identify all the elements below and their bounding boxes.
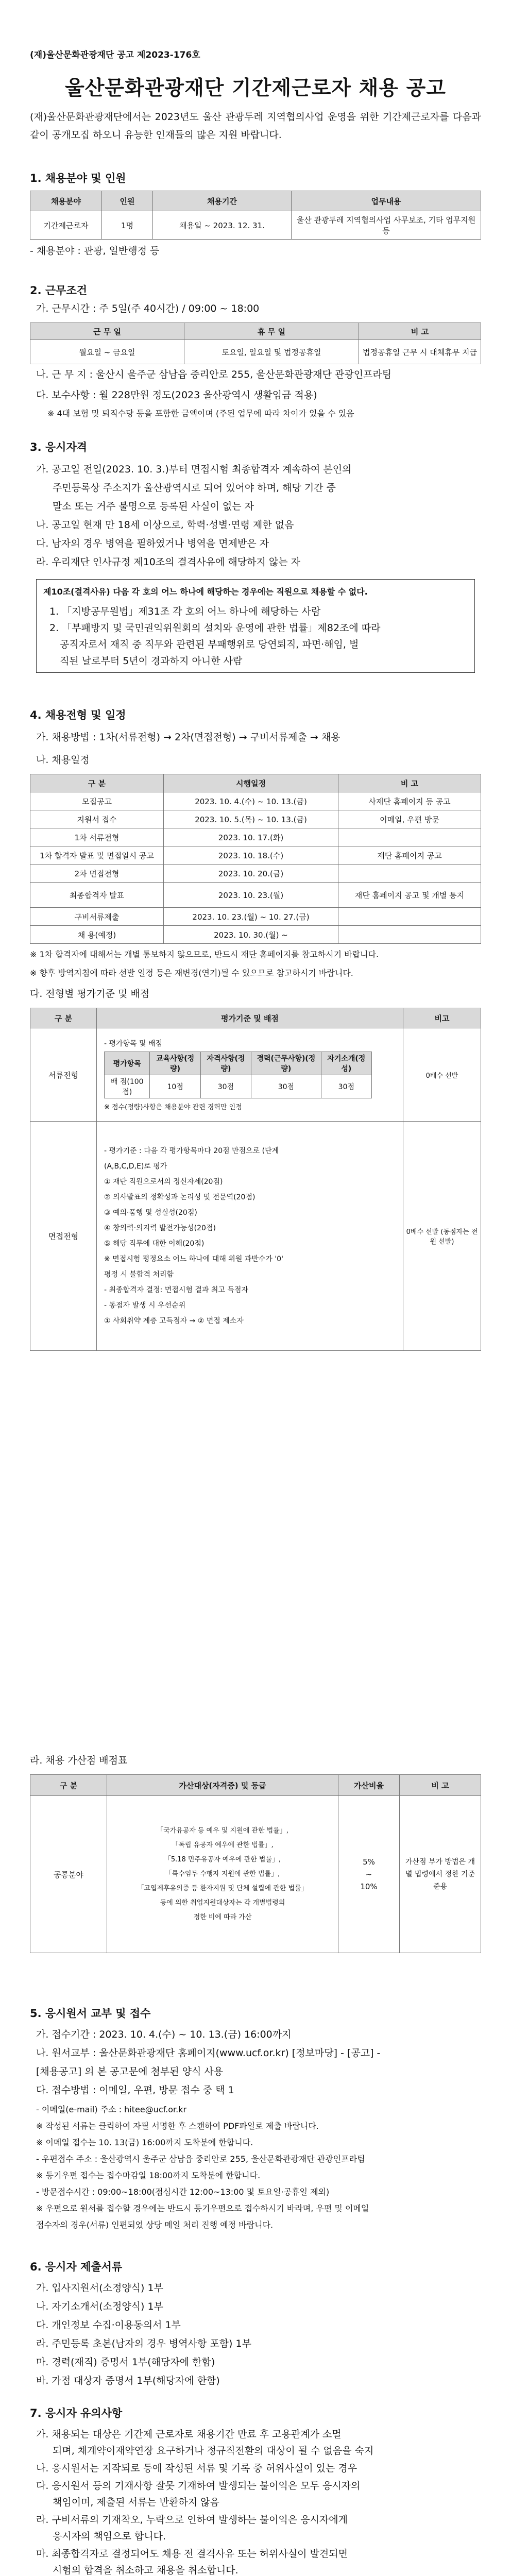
work-hours: 가. 근무시간 : 주 5일(주 40시간) / 09:00 ~ 18:00 xyxy=(36,303,260,314)
caution-item: 응시자의 책임으로 합니다. xyxy=(53,2531,166,2542)
header-cell: 평가기준 및 배점 xyxy=(97,1008,403,1028)
application-item: ※ 우편으로 원서를 접수할 경우에는 반드시 등기우편으로 접수하시기 바라며, 우편 및 이메일 xyxy=(36,2204,369,2213)
bonus-line: 「특수임무 수행자 지원에 관한 법률」, xyxy=(165,1870,280,1878)
header-cell: 휴 무 일 xyxy=(184,323,359,340)
application-item: ※ 작성된 서류는 클릭하여 자필 서명한 후 스캔하여 PDF파일로 제출 바랍니다. xyxy=(36,2121,319,2131)
page-title: 울산문화관광재단 기간제근로자 채용 공고 xyxy=(65,77,446,100)
header-cell: 근 무 일 xyxy=(30,323,184,340)
disqualification-item: 2. 「부패방지 및 국민권익위원회의 설치와 운영에 관한 법률」제82조에 따라 xyxy=(49,622,381,634)
criteria-line: ⑤ 해당 직무에 대한 이해(20점) xyxy=(104,1240,205,1248)
table-cell: 1차 합격자 발표 및 면접일시 공고 xyxy=(30,846,164,865)
application-item: ※ 이메일 접수는 10. 13(금) 16:00까지 도착분에 한합니다. xyxy=(36,2138,253,2147)
table-cell: 법정공휴일 근무 시 대체휴무 지급 xyxy=(359,340,481,364)
disqualification-title: 제10조(결격사유) 다음 각 호의 어느 하나에 해당하는 경우에는 직원으로 채용할 수 없다. xyxy=(43,587,368,597)
table-cell: 채용일 ~ 2023. 12. 31. xyxy=(153,211,292,240)
recruit-table xyxy=(30,191,481,240)
table-cell: 울산 관광두레 지역협의사업 사무보조, 기타 업무지원 등 xyxy=(292,211,481,240)
application-item: - 방문접수시간 : 09:00~18:00(점심시간 12:00~13:00 및 토요일·공휴일 제외) xyxy=(36,2187,330,2197)
caution-item: 라. 구비서류의 기재착오, 누락으로 인하여 발생하는 불이익은 응시자에게 xyxy=(36,2514,348,2526)
rate-line: 10% xyxy=(360,1882,378,1891)
table-cell: 2023. 10. 20.(금) xyxy=(164,865,338,883)
section-heading: 4. 채용전형 및 일정 xyxy=(30,709,126,721)
table-cell: 모집공고 xyxy=(30,792,164,810)
field-note: - 채용분야 : 관광, 일반행정 등 xyxy=(30,245,160,257)
table-cell: 토요일, 일요일 및 법정공휴일 xyxy=(184,340,359,364)
criteria-line: ④ 창의력·의지력 발전가능성(20점) xyxy=(104,1224,216,1232)
criteria-line: ① 사회취약 계층 고득점자 → ② 면접 제소자 xyxy=(104,1317,244,1325)
intro-paragraph: (재)울산문화관광재단에서는 2023년도 울산 관광두레 지역협의사업 운영을 위한 기간제근로자를 다음과 같이 공개모집 하오니 유능한 인재들의 많은 지원 바랍니다. xyxy=(30,111,481,141)
criteria-line: ② 의사발표의 정확성과 논리성 및 전문역(20점) xyxy=(104,1193,256,1201)
document-item: 마. 경력(재직) 증명서 1부(해당자에 한함) xyxy=(36,2357,215,2368)
bonus-target-cell xyxy=(107,1796,338,1953)
table-cell: 2023. 10. 18.(수) xyxy=(164,846,338,865)
section-heading: 7. 응시자 유의사항 xyxy=(30,2407,123,2419)
header-cell: 자기소개(정성) xyxy=(321,1052,371,1075)
header-cell: 가산대상(자격증) 및 등급 xyxy=(107,1775,338,1796)
criteria-line: ① 재단 직원으로서의 정신자세(20점) xyxy=(104,1178,223,1186)
table-cell xyxy=(338,926,481,944)
bonus-line: 등에 의한 취업지원대상자는 각 개별법령의 xyxy=(160,1899,285,1907)
table-cell: 구비서류제출 xyxy=(30,908,164,926)
table-cell: 사제단 홈페이지 등 공고 xyxy=(338,792,481,810)
disqualification-item: 공직자로서 재직 중 직무와 관련된 부패행위로 당연퇴직, 파면·해임, 벌 xyxy=(60,639,359,650)
table-cell: 배 점(100점) xyxy=(105,1075,150,1098)
qualification-item: 라. 우리재단 인사규정 제10조의 결격사유에 해당하지 않는 자 xyxy=(36,556,300,568)
caution-item: 시험의 합격을 취소하고 채용을 취소합니다. xyxy=(53,2565,239,2576)
bonus-line: 정한 비에 따라 가산 xyxy=(193,1913,252,1921)
table-cell: 공통분야 xyxy=(30,1796,107,1953)
score-table xyxy=(104,1052,372,1098)
application-item: 가. 접수기간 : 2023. 10. 4.(수) ~ 10. 13.(금) 16:00까지 xyxy=(36,2029,292,2040)
bonus-line: 「독립 유공자 예우에 관한 법률」, xyxy=(172,1841,274,1849)
table-cell: 2023. 10. 17.(화) xyxy=(164,828,338,846)
header-cell: 인원 xyxy=(102,191,153,211)
criteria-line: - 평가기준 : 다음 각 평가항목마다 20점 만점으로 (단계 xyxy=(104,1147,279,1155)
document-criteria-cell xyxy=(97,1028,403,1122)
criteria-line: - 최종합격자 결정: 면접시험 결과 최고 득점자 xyxy=(104,1286,248,1294)
header-cell: 채용분야 xyxy=(30,191,102,211)
table-cell: 30점 xyxy=(251,1075,321,1098)
section-heading: 1. 채용분야 및 인원 xyxy=(30,172,126,184)
table-cell: 1명 xyxy=(102,211,153,240)
table-cell: 면접전형 xyxy=(30,1122,97,1351)
pay-info: 다. 보수사항 : 월 228만원 정도(2023 울산광역시 생활임금 적용) xyxy=(36,389,317,401)
bonus-line: 「국가유공자 등 예우 및 지원에 관한 법률」, xyxy=(157,1827,288,1835)
header-cell: 구 분 xyxy=(30,1775,107,1796)
table-cell xyxy=(338,828,481,846)
caution-item: 책임이며, 제출된 서류는 반환하지 않음 xyxy=(53,2497,219,2508)
caution-item: 가. 채용되는 대상은 기간제 근로자로 채용기간 만료 후 고용관계가 소멸 xyxy=(36,2429,342,2440)
schedule-heading: 나. 채용일정 xyxy=(36,754,90,766)
evaluation-table xyxy=(30,1008,481,1351)
caution-item: 다. 응시원서 등의 기재사항 잘못 기재하여 발생되는 불이익은 모두 응시자의 xyxy=(36,2480,361,2492)
application-item: [채용공고] 의 본 공고문에 첨부된 양식 사용 xyxy=(36,2066,224,2077)
work-place: 나. 근 무 지 : 울산시 울주군 삼남읍 중리안로 255, 울산문화관광재단 관광인프라팀 xyxy=(36,369,392,380)
table-cell: 서류전형 xyxy=(30,1028,97,1122)
criteria-line: ※ 면접시험 평정요소 어느 하나에 대해 위원 과반수가 '0' xyxy=(104,1255,283,1263)
selection-method: 가. 채용방법 : 1차(서류전형) → 2차(면접전형) → 구비서류제출 → 채용 xyxy=(36,732,340,743)
criteria-line: (A,B,C,D,E)로 평가 xyxy=(104,1162,167,1171)
header-cell: 구 분 xyxy=(30,774,164,792)
table-cell: 30점 xyxy=(200,1075,251,1098)
application-item: - 이메일(e-mail) 주소 : hitee@ucf.or.kr xyxy=(36,2105,187,2114)
table-cell: 0배수 선발 (동점자는 전원 선발) xyxy=(403,1122,481,1351)
disqualification-item: 직된 날로부터 5년이 경과하지 아니한 사람 xyxy=(60,655,243,667)
section-heading: 5. 응시원서 교부 및 접수 xyxy=(30,2007,151,2020)
header-cell: 비 고 xyxy=(400,1775,481,1796)
application-item: 접수자의 경우(서류) 인편되었 상당 메일 처리 진행 예정 바랍니다. xyxy=(36,2220,274,2230)
application-item: 다. 접수방법 : 이메일, 우편, 방문 접수 중 택 1 xyxy=(36,2084,234,2096)
rate-line: 5% xyxy=(363,1857,375,1867)
schedule-note: ※ 1차 합격자에 대해서는 개별 통보하지 않으므로, 반드시 재단 홈페이지를 참고하시기 바랍니다. xyxy=(30,950,379,959)
table-cell: 2차 면접전형 xyxy=(30,865,164,883)
pay-note: ※ 4대 보험 및 퇴직수당 등을 포함한 금액이며 (주된 업무에 따라 차이가 있을 수 있음 xyxy=(47,409,354,418)
bonus-heading: 라. 채용 가산점 배점표 xyxy=(30,1755,128,1766)
bonus-table xyxy=(30,1774,481,1953)
document-item: 다. 개인정보 수집·이용동의서 1부 xyxy=(36,2319,181,2331)
table-cell: 이메일, 우편 방문 xyxy=(338,810,481,828)
qualification-item: 나. 공고일 현재 만 18세 이상으로, 학력·성별·연령 제한 없음 xyxy=(36,519,294,531)
table-cell: 0배수 선발 xyxy=(403,1028,481,1122)
table-cell: 지원서 접수 xyxy=(30,810,164,828)
header-cell: 채용기간 xyxy=(153,191,292,211)
application-item: ※ 등기우편 접수는 접수마감일 18:00까지 도착분에 한합니다. xyxy=(36,2171,261,2180)
table-cell: 재단 홈페이지 공고 xyxy=(338,846,481,865)
table-cell: 2023. 10. 5.(목) ~ 10. 13.(금) xyxy=(164,810,338,828)
qualification-item: 가. 공고일 전일(2023. 10. 3.)부터 면접시험 최종합격자 계속하여 본인의 xyxy=(36,464,352,475)
evaluation-heading: 다. 전형별 평가기준 및 배점 xyxy=(30,988,150,999)
workday-table xyxy=(30,323,481,364)
criteria-note: ※ 점수(정량)사항은 채용분야 관련 경력만 인정 xyxy=(104,1104,242,1111)
header-cell: 교육사항(정량) xyxy=(150,1052,200,1075)
caution-item: 나. 응시원서는 지작되로 등에 작성된 서류 및 기록 중 허위사실이 있는 경우 xyxy=(36,2463,357,2474)
criteria-label: - 평가항목 및 배점 xyxy=(104,1040,163,1048)
caution-item: 되며, 채계약이재약연장 요구하거나 정규직전환의 대상이 될 수 없음을 숙지 xyxy=(53,2445,374,2456)
header-cell: 가산비율 xyxy=(338,1775,400,1796)
table-cell: 가산점 부가 방법은 개별 법령에서 정한 기준 준용 xyxy=(400,1796,481,1953)
header-cell: 구 분 xyxy=(30,1008,97,1028)
application-item: - 우편접수 주소 : 울산광역시 울주군 삼남읍 중리안로 255, 울산문화관광재단 관광인프라팀 xyxy=(36,2154,365,2164)
criteria-line: - 동점자 발생 시 우선순위 xyxy=(104,1301,186,1310)
table-cell: 1차 서류전형 xyxy=(30,828,164,846)
criteria-line: ③ 예의·품행 및 성실성(20점) xyxy=(104,1209,197,1217)
rate-line: ~ xyxy=(365,1870,372,1879)
header-cell: 경력(근무사항)(정량) xyxy=(251,1052,321,1075)
header-cell: 시행일정 xyxy=(164,774,338,792)
table-cell: 2023. 10. 4.(수) ~ 10. 13.(금) xyxy=(164,792,338,810)
header-cell: 자격사항(정량) xyxy=(200,1052,251,1075)
bonus-line: 「고엽제후유의증 등 환자지원 및 단체 설립에 관한 법률」 xyxy=(137,1885,308,1892)
caution-item: 마. 최종합격자로 결정되어도 채용 전 결격사유 또는 허위사실이 발견되면 xyxy=(36,2548,348,2560)
document-item: 나. 자기소개서(소정양식) 1부 xyxy=(36,2301,163,2312)
section-heading: 2. 근무조건 xyxy=(30,284,88,297)
table-cell: 채 용(예정) xyxy=(30,926,164,944)
qualification-item: 주민등록상 주소지가 울산광역시로 되어 있어야 하며, 해당 기간 중 xyxy=(53,482,336,494)
table-cell: 기간제근로자 xyxy=(30,211,102,240)
document-item: 가. 입사지원서(소정양식) 1부 xyxy=(36,2282,163,2294)
bonus-line: 「5.18 민주유공자 예우에 관한 법률」, xyxy=(164,1856,281,1863)
table-cell xyxy=(338,908,481,926)
qualification-item: 말소 또는 거주 불명으로 등록된 사실이 없는 자 xyxy=(53,501,254,512)
header-cell: 평가항목 xyxy=(105,1052,150,1075)
table-cell: 월요일 ~ 금요일 xyxy=(30,340,184,364)
qualification-item: 다. 남자의 경우 병역을 필하였거나 병역을 면제받은 자 xyxy=(36,538,269,549)
header-cell: 비고 xyxy=(403,1008,481,1028)
application-item: 나. 원서교부 : 울산문화관광재단 홈페이지(www.ucf.or.kr) [정보마당] - [공고] - xyxy=(36,2047,381,2059)
table-cell: 2023. 10. 23.(월) xyxy=(164,883,338,908)
bonus-rate-cell xyxy=(338,1796,400,1953)
table-cell: 2023. 10. 23.(월) ~ 10. 27.(금) xyxy=(164,908,338,926)
section-heading: 3. 응시자격 xyxy=(30,441,88,453)
disqualification-item: 1. 「지방공무원법」제31조 각 호의 어느 하나에 해당하는 사람 xyxy=(49,606,321,617)
table-cell: 30점 xyxy=(321,1075,371,1098)
table-cell: 최종합격자 발표 xyxy=(30,883,164,908)
header-cell: 비 고 xyxy=(338,774,481,792)
table-cell: 10점 xyxy=(150,1075,200,1098)
interview-criteria-cell xyxy=(97,1122,403,1351)
table-cell: 재단 홈페이지 공고 및 개별 통지 xyxy=(338,883,481,908)
header-cell: 비 고 xyxy=(359,323,481,340)
table-cell: 2023. 10. 30.(월) ~ xyxy=(164,926,338,944)
schedule-table xyxy=(30,774,481,944)
criteria-line: 평정 시 불합격 처리함 xyxy=(104,1270,174,1279)
schedule-note: ※ 향후 방역지침에 따라 선발 일정 등은 재변경(연기)될 수 있으므로 참고하시기 바랍니다. xyxy=(30,968,353,978)
section-heading: 6. 응시자 제출서류 xyxy=(30,2261,123,2273)
notice-number: (재)울산문화관광재단 공고 제2023-176호 xyxy=(30,50,200,60)
header-cell: 업무내용 xyxy=(292,191,481,211)
table-cell xyxy=(338,865,481,883)
document-item: 바. 가점 대상자 증명서 1부(해당자에 한함) xyxy=(36,2375,220,2386)
document-item: 라. 주민등록 초본(남자의 경우 병역사항 포함) 1부 xyxy=(36,2338,251,2349)
